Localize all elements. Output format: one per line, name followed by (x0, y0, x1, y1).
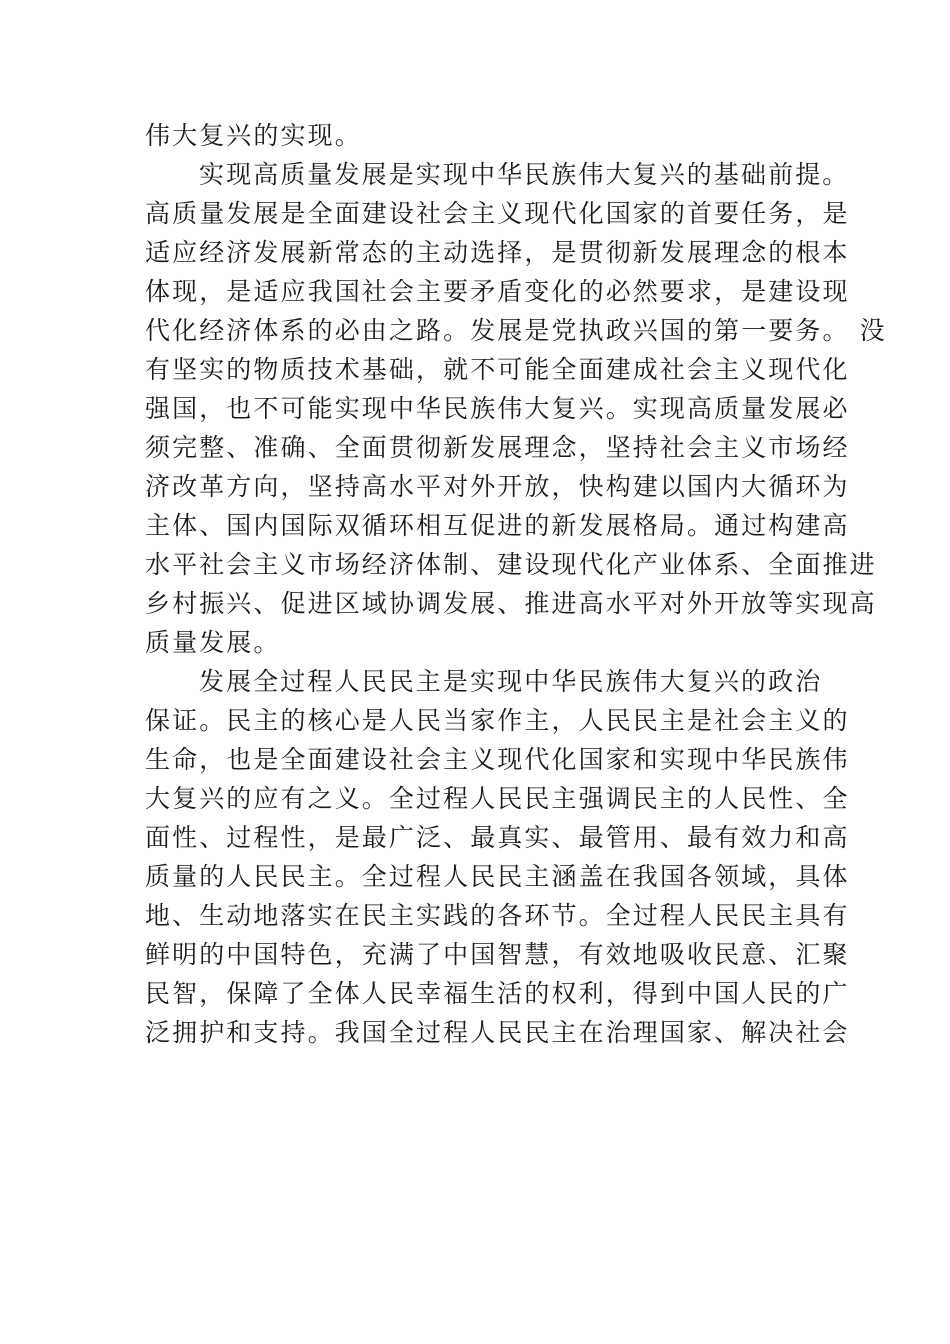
paragraph-first-line: 发展全过程人民民主是实现中华民族伟大复兴的政治 (199, 667, 823, 696)
text-line: 面性、过程性，是最广泛、最真实、最管用、最有效力和高 (145, 823, 850, 852)
text-line: 大复兴的应有之义。全过程人民民主强调民主的人民性、全 (145, 784, 850, 813)
text-line: 济改革方向，坚持高水平对外开放，快构建以国内大循环为 (145, 472, 850, 501)
text-line: 保证。民主的核心是人民当家作主，人民民主是社会主义的 (145, 706, 850, 735)
text-line: 高质量发展是全面建设社会主义现代化国家的首要任务，是 (145, 199, 850, 228)
text-line: 须完整、准确、全面贯彻新发展理念，坚持社会主义市场经 (145, 433, 850, 462)
text-line: 适应经济发展新常态的主动选择，是贯彻新发展理念的根本 (145, 238, 850, 267)
text-line: 生命，也是全面建设社会主义现代化国家和实现中华民族伟 (145, 745, 850, 774)
body-text (145, 116, 887, 1052)
text-line: 伟大复兴的实现。 (145, 121, 362, 150)
text-line: 质量发展。 (145, 628, 281, 657)
text-line: 地、生动地落实在民主实践的各环节。全过程人民民主具有 (145, 901, 850, 930)
text-line: 体现，是适应我国社会主要矛盾变化的必然要求，是建设现 (145, 277, 850, 306)
paragraph-first-line: 实现高质量发展是实现中华民族伟大复兴的基础前提。 (199, 160, 850, 189)
text-line: 泛拥护和支持。我国全过程人民民主在治理国家、解决社会 (145, 1018, 850, 1047)
text-line: 强国，也不可能实现中华民族伟大复兴。实现高质量发展必 (145, 394, 850, 423)
text-line: 代化经济体系的必由之路。发展是党执政兴国的第一要务。 没 (145, 316, 887, 345)
text-line: 乡村振兴、促进区域协调发展、推进高水平对外开放等实现高 (145, 589, 877, 618)
text-line: 民智，保障了全体人民幸福生活的权利，得到中国人民的广 (145, 979, 850, 1008)
text-line: 水平社会主义市场经济体制、建设现代化产业体系、全面推进 (145, 550, 877, 579)
text-line: 质量的人民民主。全过程人民民主涵盖在我国各领域，具体 (145, 862, 850, 891)
text-line: 主体、国内国际双循环相互促进的新发展格局。通过构建高 (145, 511, 850, 540)
text-line: 鲜明的中国特色，充满了中国智慧，有效地吸收民意、汇聚 (145, 940, 850, 969)
text-line: 有坚实的物质技术基础，就不可能全面建成社会主义现代化 (145, 355, 850, 384)
